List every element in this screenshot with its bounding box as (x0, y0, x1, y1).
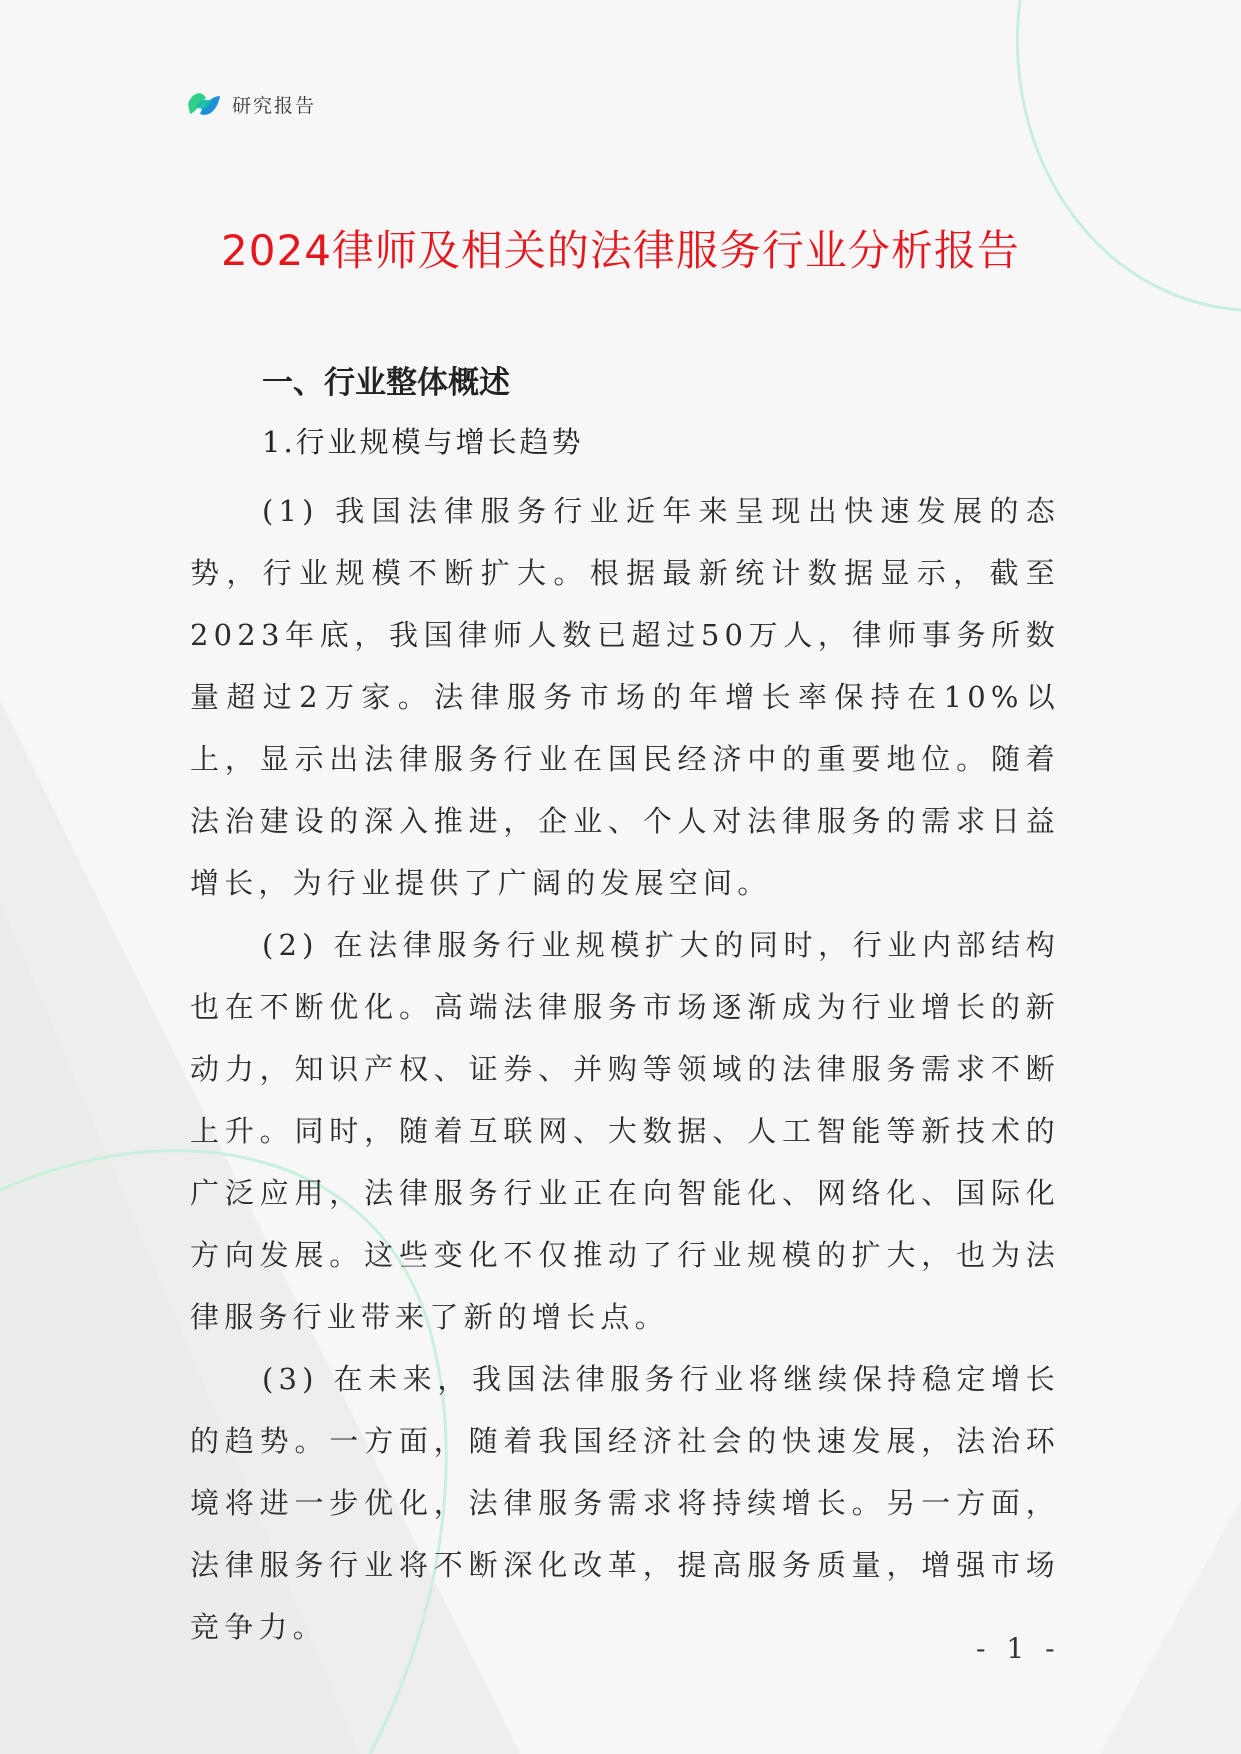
subsection-heading: 1.行业规模与增长趋势 (262, 425, 584, 459)
paragraph-3: (3) 在未来，我国法律服务行业将继续保持稳定增长的趋势。一方面，随着我国经济社会的快速发展，法治环境将进一步优化，法律服务需求将持续增长。另一方面，法律服务行业将不断深化改革，提高服务质量，增强市场竞争力。 (190, 1362, 1060, 1644)
header-label: 研究报告 (232, 94, 317, 117)
paragraph-2: (2) 在法律服务行业规模扩大的同时，行业内部结构也在不断优化。高端法律服务市场逐渐成为行业增长的新动力，知识产权、证券、并购等领域的法律服务需求不断上升。同时，随着互联网、大数据、人工智能等新技术的广泛应用，法律服务行业正在向智能化、网络化、国际化方向发展。这些变化不仅推动了行业规模的扩大，也为法律服务行业带来了新的增长点。 (190, 928, 1060, 1334)
leaf-logo-icon (186, 88, 222, 120)
section-heading: 一、行业整体概述 (262, 365, 510, 401)
page-number: - 1 - (976, 1632, 1061, 1665)
document-title: 2024律师及相关的法律服务行业分析报告 (221, 226, 1020, 275)
report-header (186, 88, 316, 120)
paragraph-1: (1) 我国法律服务行业近年来呈现出快速发展的态势，行业规模不断扩大。根据最新统计数据显示，截至2023年底，我国律师人数已超过50万人，律师事务所数量超过2万家。法律服务市场的年增长率保持在10%以上，显示出法律服务行业在国民经济中的重要地位。随着法治建设的深入推进，企业、个人对法律服务的需求日益增长，为行业提供了广阔的发展空间。 (190, 494, 1060, 900)
body-text (190, 480, 1060, 1658)
